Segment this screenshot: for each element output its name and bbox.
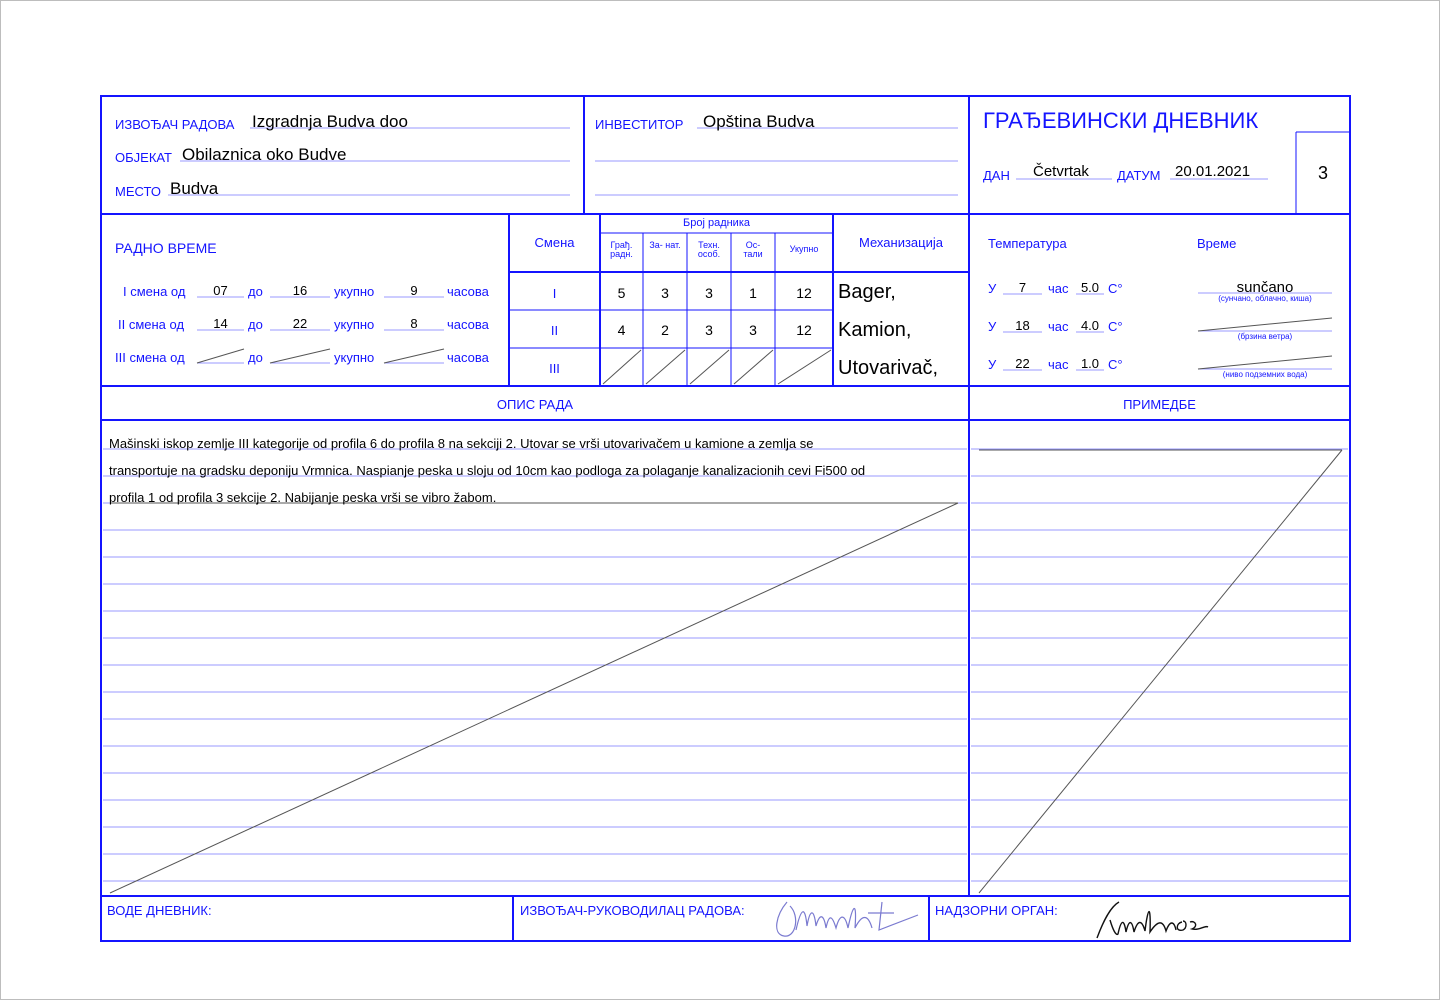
shift-1-total-label: укупно [334,284,375,299]
description-line-2: transportuje na gradsku deponiju Vrmnica. Naspianje peska u sloju od 10cm kao podloga za polaganje kanalizacionih cevi Fi500 od [109,463,866,478]
weather-condition-hint: (сунчано, облачно, киша) [1218,294,1312,303]
reading-2-temp[interactable]: 4.0 [1080,318,1100,333]
supervisor-label: НАДЗОРНИ ОРГАН: [935,903,1058,918]
temperature-label: Температура [988,236,1067,251]
row-2-shift: II [550,323,559,338]
row-1-builders[interactable]: 5 [617,285,626,301]
shift-2-total[interactable]: 8 [410,316,418,331]
col-header-total: Укупно [789,244,819,254]
reading-1-hour[interactable]: 7 [1018,280,1027,295]
shift-2-label: II смена од [118,317,185,332]
description-line-3: profila 1 od profila 3 sekcije 2. Nabijanje peska vrši se vibro žabom. [109,490,497,505]
reading-2-hour[interactable]: 18 [1015,318,1030,333]
reading-2-unit: C° [1108,319,1123,334]
groundwater-hint: (ниво подземних вода) [1222,370,1308,379]
row-2-mechanization[interactable]: Kamion, [838,319,912,341]
worker-count-header: Број радника [683,217,750,229]
place-value[interactable]: Budva [170,179,219,198]
contractor-signature [777,902,918,936]
shift-3-label: III смена од [115,350,185,365]
contractor-label: ИЗВОЂАЧ РАДОВА [115,117,235,132]
row-1-shift: I [552,286,557,301]
page-title: ГРАЂЕВИНСКИ ДНЕВНИК [983,108,1259,133]
object-label: ОБЈЕКАТ [115,150,172,165]
shift-3-to-label: до [248,350,263,365]
day-label: ДАН [983,168,1010,183]
wind-hint: (брзина ветра) [1237,332,1293,341]
reading-2-hour-label: час [1048,319,1069,334]
reading-3-at: У [988,357,997,372]
row-3-mechanization[interactable]: Utovarivač, [838,357,939,379]
page-number: 3 [1317,163,1328,183]
date-value[interactable]: 20.01.2021 [1175,163,1251,180]
reading-1-hour-label: час [1048,281,1069,296]
diary-keeper-label: ВОДЕ ДНЕВНИК: [107,903,212,918]
work-time-title: РАДНО ВРЕМЕ [115,240,217,256]
row-1-mechanization[interactable]: Bager, [838,281,896,303]
shift-3-total-label: укупно [334,350,375,365]
row-2-builders[interactable]: 4 [617,322,626,338]
reading-1-unit: C° [1108,281,1123,296]
investor-label: ИНВЕСТИТОР [595,117,684,132]
col-header-others: Ос- тали [743,240,763,259]
row-1-others[interactable]: 1 [749,285,757,301]
description-title: ОПИС РАДА [496,397,574,412]
weather-label: Време [1197,236,1237,251]
reading-3-temp[interactable]: 1.0 [1080,356,1100,371]
date-label: ДАТУМ [1117,168,1161,183]
supervisor-signature [1097,902,1208,938]
reading-1-temp[interactable]: 5.0 [1080,280,1100,295]
contractor-value[interactable]: Izgradnja Budva doo [252,112,408,131]
weather-condition-value[interactable]: sunčano [1236,279,1294,296]
shift-2-total-label: укупно [334,317,375,332]
shift-1-total[interactable]: 9 [410,283,418,298]
day-value[interactable]: Četvrtak [1033,163,1089,180]
row-2-total[interactable]: 12 [796,322,812,338]
col-header-technical: Техн. особ. [697,240,721,259]
row-2-craftsmen[interactable]: 2 [661,322,669,338]
shift-2-to-label: до [248,317,263,332]
shift-2-from[interactable]: 14 [213,316,228,331]
description-line-1: Mašinski iskop zemlje III kategorije od profila 6 do profila 8 na sekciji 2. Utovar se vrši utovarivačem u kamione a zemlja se [109,436,814,451]
shift-3-unit: часова [447,350,489,365]
row-1-technical[interactable]: 3 [705,285,713,301]
place-label: МЕСТО [115,184,161,199]
shift-1-from[interactable]: 07 [213,283,228,298]
shift-column-header: Смена [534,235,575,250]
row-3-shift: III [549,361,560,376]
work-description[interactable] [109,430,959,511]
reading-3-hour[interactable]: 22 [1015,356,1030,371]
remarks-title: ПРИМЕДБЕ [1123,397,1196,412]
reading-3-unit: C° [1108,357,1123,372]
reading-2-at: У [988,319,997,334]
investor-value[interactable]: Opština Budva [703,112,815,131]
contractor-manager-label: ИЗВОЂАЧ-РУКОВОДИЛАЦ РАДОВА: [520,903,745,918]
shift-1-unit: часова [447,284,489,299]
shift-2-to[interactable]: 22 [292,316,308,331]
reading-3-hour-label: час [1048,357,1069,372]
shift-1-to-label: до [248,284,263,299]
shift-1-to[interactable]: 16 [292,283,308,298]
reading-1-at: У [988,281,997,296]
shift-2-unit: часова [447,317,489,332]
col-header-builders: Грађ. радн. [610,240,633,259]
shift-1-label: I смена од [123,284,186,299]
col-header-craftsmen: За- нат. [649,240,681,250]
object-value[interactable]: Obilaznica oko Budve [182,145,347,164]
row-2-technical[interactable]: 3 [705,322,713,338]
row-2-others[interactable]: 3 [749,322,757,338]
row-1-craftsmen[interactable]: 3 [661,285,669,301]
mechanization-header: Механизација [859,235,943,250]
row-1-total[interactable]: 12 [796,285,812,301]
